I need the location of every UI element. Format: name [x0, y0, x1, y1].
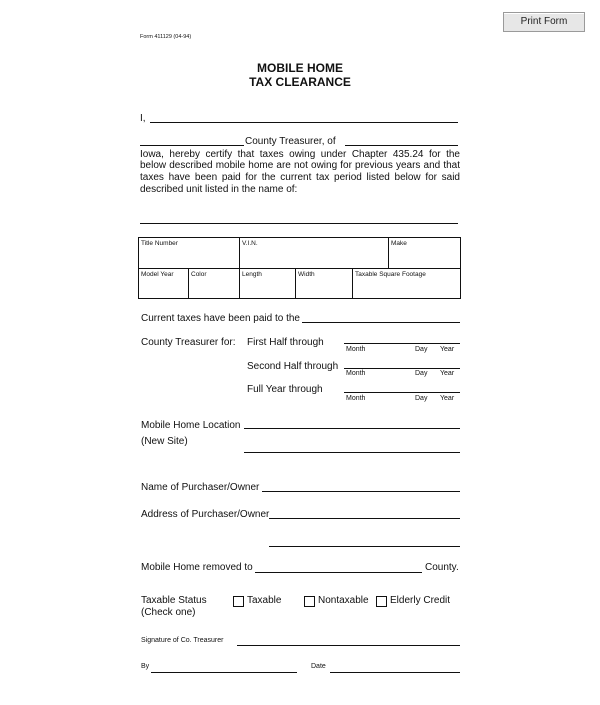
nontaxable-option-label: Nontaxable — [318, 595, 369, 606]
full-year-month: Month — [346, 395, 366, 402]
purchaser-name-line — [262, 491, 460, 492]
taxable-option-label: Taxable — [247, 595, 282, 606]
removed-to-line — [255, 572, 422, 573]
location-line-2 — [244, 452, 460, 453]
signature-label: Signature of Co. Treasurer — [141, 637, 224, 644]
vin-label: V.I.N. — [242, 240, 258, 247]
second-half-label: Second Half through — [247, 361, 339, 372]
current-taxes-label: Current taxes have been paid to the — [141, 313, 300, 324]
print-form-button[interactable]: Print Form — [503, 12, 585, 32]
full-year-day: Day — [415, 395, 428, 402]
title-line-1: MOBILE HOME — [257, 61, 343, 75]
treasurer-name-line — [150, 122, 458, 123]
of-field[interactable] — [347, 134, 456, 145]
second-half-line — [344, 368, 460, 369]
signature-field[interactable] — [239, 634, 458, 645]
second-half-year: Year — [440, 370, 455, 377]
purchaser-name-label: Name of Purchaser/Owner — [141, 482, 260, 493]
purchaser-address-field-1[interactable] — [271, 507, 458, 518]
certify-line-2: below described mobile home are not owing for previous years and that — [140, 160, 460, 171]
elderly-credit-option-label: Elderly Credit — [390, 595, 451, 606]
prefix-i: I, — [140, 113, 146, 124]
county-treasurer-of-label: County Treasurer, of — [245, 136, 336, 147]
date-field[interactable] — [332, 661, 458, 672]
length-label: Length — [242, 271, 262, 278]
model-year-label: Model Year — [141, 271, 174, 278]
current-taxes-field[interactable] — [304, 311, 458, 322]
full-year-line — [344, 392, 460, 393]
removed-to-field[interactable] — [257, 561, 420, 572]
owner-name-field[interactable] — [142, 211, 456, 222]
width-label: Width — [298, 271, 315, 278]
first-half-year: Year — [440, 346, 455, 353]
model-year-cell[interactable] — [139, 269, 189, 299]
by-field[interactable] — [153, 661, 295, 672]
vin-cell[interactable] — [240, 238, 389, 269]
full-year-field[interactable] — [346, 382, 458, 392]
nontaxable-checkbox[interactable] — [304, 596, 315, 607]
check-one-label: (Check one) — [141, 607, 196, 618]
taxable-sq-ft-cell[interactable] — [353, 269, 461, 299]
taxable-sq-ft-label: Taxable Square Footage — [355, 271, 426, 278]
second-half-month: Month — [346, 370, 366, 377]
owner-name-line — [140, 223, 458, 224]
second-half-day: Day — [415, 370, 428, 377]
date-line — [330, 672, 460, 673]
first-half-field[interactable] — [346, 333, 458, 343]
make-cell[interactable] — [389, 238, 461, 269]
signature-line — [237, 645, 460, 646]
purchaser-address-field-2[interactable] — [271, 535, 458, 546]
by-label: By — [141, 663, 150, 670]
color-cell[interactable] — [189, 269, 240, 299]
removed-to-label: Mobile Home removed to — [141, 562, 253, 573]
length-cell[interactable] — [240, 269, 296, 299]
purchaser-address-label: Address of Purchaser/Owner — [141, 509, 270, 520]
purchaser-address-line-2 — [269, 546, 460, 547]
county-suffix: County. — [425, 562, 459, 573]
location-field-2[interactable] — [246, 441, 458, 452]
vehicle-table — [138, 237, 461, 299]
date-label: Date — [311, 663, 326, 670]
form-number: Form 411129 (04-94) — [140, 34, 192, 40]
color-label: Color — [191, 271, 207, 278]
first-half-line — [344, 343, 460, 344]
location-line-1 — [244, 428, 460, 429]
make-label: Make — [391, 240, 407, 247]
location-label: Mobile Home Location — [141, 420, 241, 431]
elderly-credit-checkbox[interactable] — [376, 596, 387, 607]
title-number-cell[interactable] — [139, 238, 240, 269]
certify-line-1: Iowa, hereby certify that taxes owing under Chapter 435.24 for the — [140, 149, 460, 160]
county-line — [140, 145, 244, 146]
first-half-day: Day — [415, 346, 428, 353]
taxable-status-label: Taxable Status — [141, 595, 207, 606]
county-field[interactable] — [142, 134, 242, 145]
title-line-2: TAX CLEARANCE — [249, 75, 351, 89]
purchaser-name-field[interactable] — [264, 480, 458, 491]
certify-line-3: taxes have been paid for the current tax period listed below for said — [140, 172, 460, 183]
certify-line-4: described unit listed in the name of: — [140, 184, 298, 195]
county-treasurer-for-label: County Treasurer for: — [141, 337, 236, 348]
treasurer-name-field[interactable] — [152, 111, 456, 122]
second-half-field[interactable] — [346, 358, 458, 368]
full-year-year: Year — [440, 395, 455, 402]
width-cell[interactable] — [296, 269, 353, 299]
taxable-checkbox[interactable] — [233, 596, 244, 607]
full-year-label: Full Year through — [247, 384, 323, 395]
by-line — [151, 672, 297, 673]
title-number-label: Title Number — [141, 240, 178, 247]
location-field-1[interactable] — [246, 417, 458, 428]
new-site-label: (New Site) — [141, 436, 188, 447]
first-half-label: First Half through — [247, 337, 324, 348]
of-line — [345, 145, 458, 146]
purchaser-address-line-1 — [269, 518, 460, 519]
current-taxes-line — [302, 322, 460, 323]
first-half-month: Month — [346, 346, 366, 353]
